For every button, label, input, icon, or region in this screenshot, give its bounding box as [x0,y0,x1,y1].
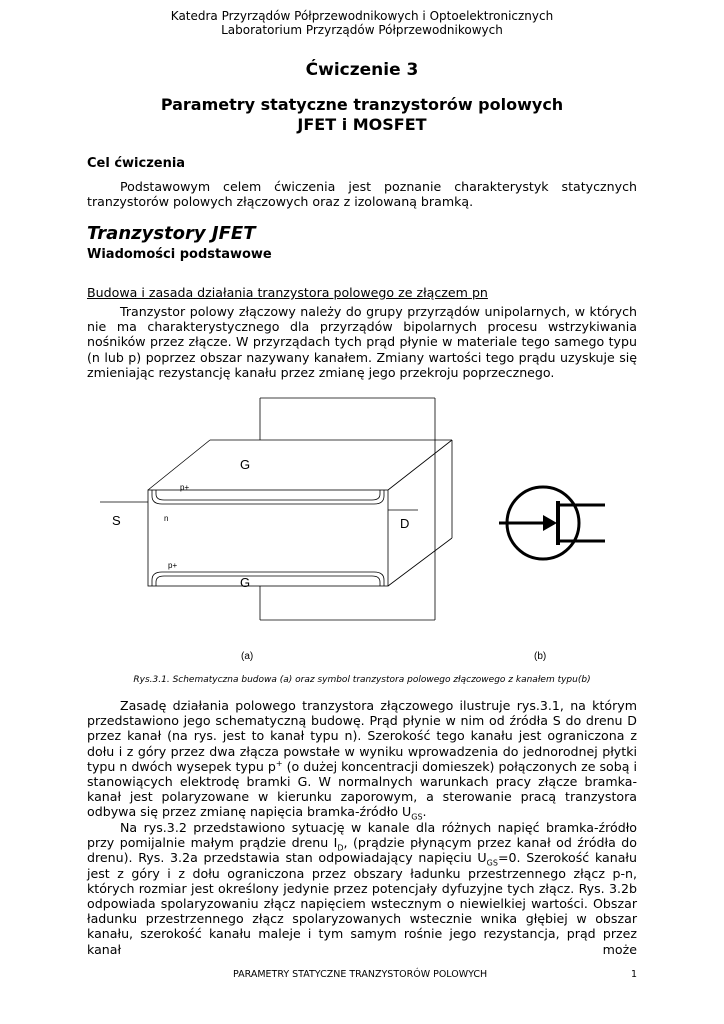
jfet-structure-diagram [100,390,460,630]
gate-label-top: G [240,457,251,472]
section-subheading: Wiadomości podstawowe [87,247,272,262]
topic-heading: Budowa i zasada działania tranzystora polowego ze złączem pn [87,285,488,300]
n-channel-label: n [164,514,169,523]
header-line-2: Laboratorium Przyrządów Półprzewodnikowych [221,23,503,37]
subtitle-line-2: JFET i MOSFET [297,115,427,134]
figure-caption: Rys.3.1. Schematyczna budowa (a) oraz symbol tranzystora polowego złączowego z kanałem typu(b) [133,675,591,685]
p-plus-label-bottom: p+ [168,561,178,570]
exercise-title: Ćwiczenie 3 [305,60,419,80]
gate-label-bottom: G [240,575,251,590]
p-plus-label-top: p+ [180,483,190,492]
subtitle-line-1: Parametry statyczne tranzystorów polowych [160,95,564,114]
figure-a-label: (a) [241,651,254,662]
drain-label: D [400,516,410,531]
footer-title: PARAMETRY STATYCZNE TRANZYSTORÓW POLOWYCH [233,969,488,980]
channel-paragraph: Na rys.3.2 przedstawiono sytuację w kanale dla różnych napięć bramka-źródło przy pomijalnie małym prądzie drenu $I_D$, (prądzie płynącym przez kanał od źródła do drenu). Rys. 3.2a przedstawia stan odpowiadający napięciu $U_{GS}=0$. Szerokość kanału jest z góry i z dołu ograniczona przez obszary ładunku przestrzennego złącz p-n, których rozmiar jest określony jedynie przez potencjały dyfuzyjne tych złącz. Rys. 3.2b odpowiada spolaryzowaniu złącz napięciem wstecznym o niewielkiej wartości. Obszar ładunku przestrzennego złącz spolaryzowanych wstecznie wnika głębiej w obszar kanału, szerokość kanału maleje i tym samym rośnie jego rezystancja, prąd przez kanał może [87,820,637,957]
header-line-1: Katedra Przyrządów Półprzewodnikowych i Optoelektronicznych [170,9,554,23]
source-label: S [112,513,121,528]
goal-heading: Cel ćwiczenia [87,156,186,171]
figure-b-label: (b) [534,651,547,662]
section-heading: Tranzystory JFET [87,223,256,244]
goal-paragraph: Podstawowym celem ćwiczenia jest poznanie charakterystyk statycznych tranzystorów polowych złączowych oraz z izolowaną bramką. [87,179,637,210]
page-number: 1 [631,969,638,980]
intro-paragraph: Tranzystor polowy złączowy należy do grupy przyrządów unipolarnych, w których nie ma charakterystycznego dla przyrządów bipolarnych procesu wstrzykiwania nośników przez złącze. W przyrządach tych prąd płynie w materiale tego samego typu (n lub p) poprzez obszar nazywany kanałem. Zmiany wartości tego prądu uzyskuje się zmieniając rezystancję kanału przez zmianę jego przekroju poprzecznego. [87,304,637,380]
operation-paragraph: Zasadę działania polowego tranzystora złączowego ilustruje rys.3.1, na którym przedstawiono jego schematyczną budowę. Prąd płynie w nim od źródła S do drenu D przez kanał (na rys. jest to kanał typu n). Szerokość tego kanału jest ograniczona z dołu i z góry przez dwa złącza powstałe w wyniku wprowadzenia do jednorodnej płytki typu n dwóch wysepek typu p+ (o dużej koncentracji domieszek) połączonych ze sobą i stanowiących elektrodę bramki G. W normalnych warunkach pracy złącze bramka-kanał jest polaryzowane w kierunku zaporowym, a sterowanie pracą tranzystora odbywa się przez zmianę napięcia bramka-źródło $U_{GS}$. [87,698,638,822]
jfet-symbol [495,475,615,575]
